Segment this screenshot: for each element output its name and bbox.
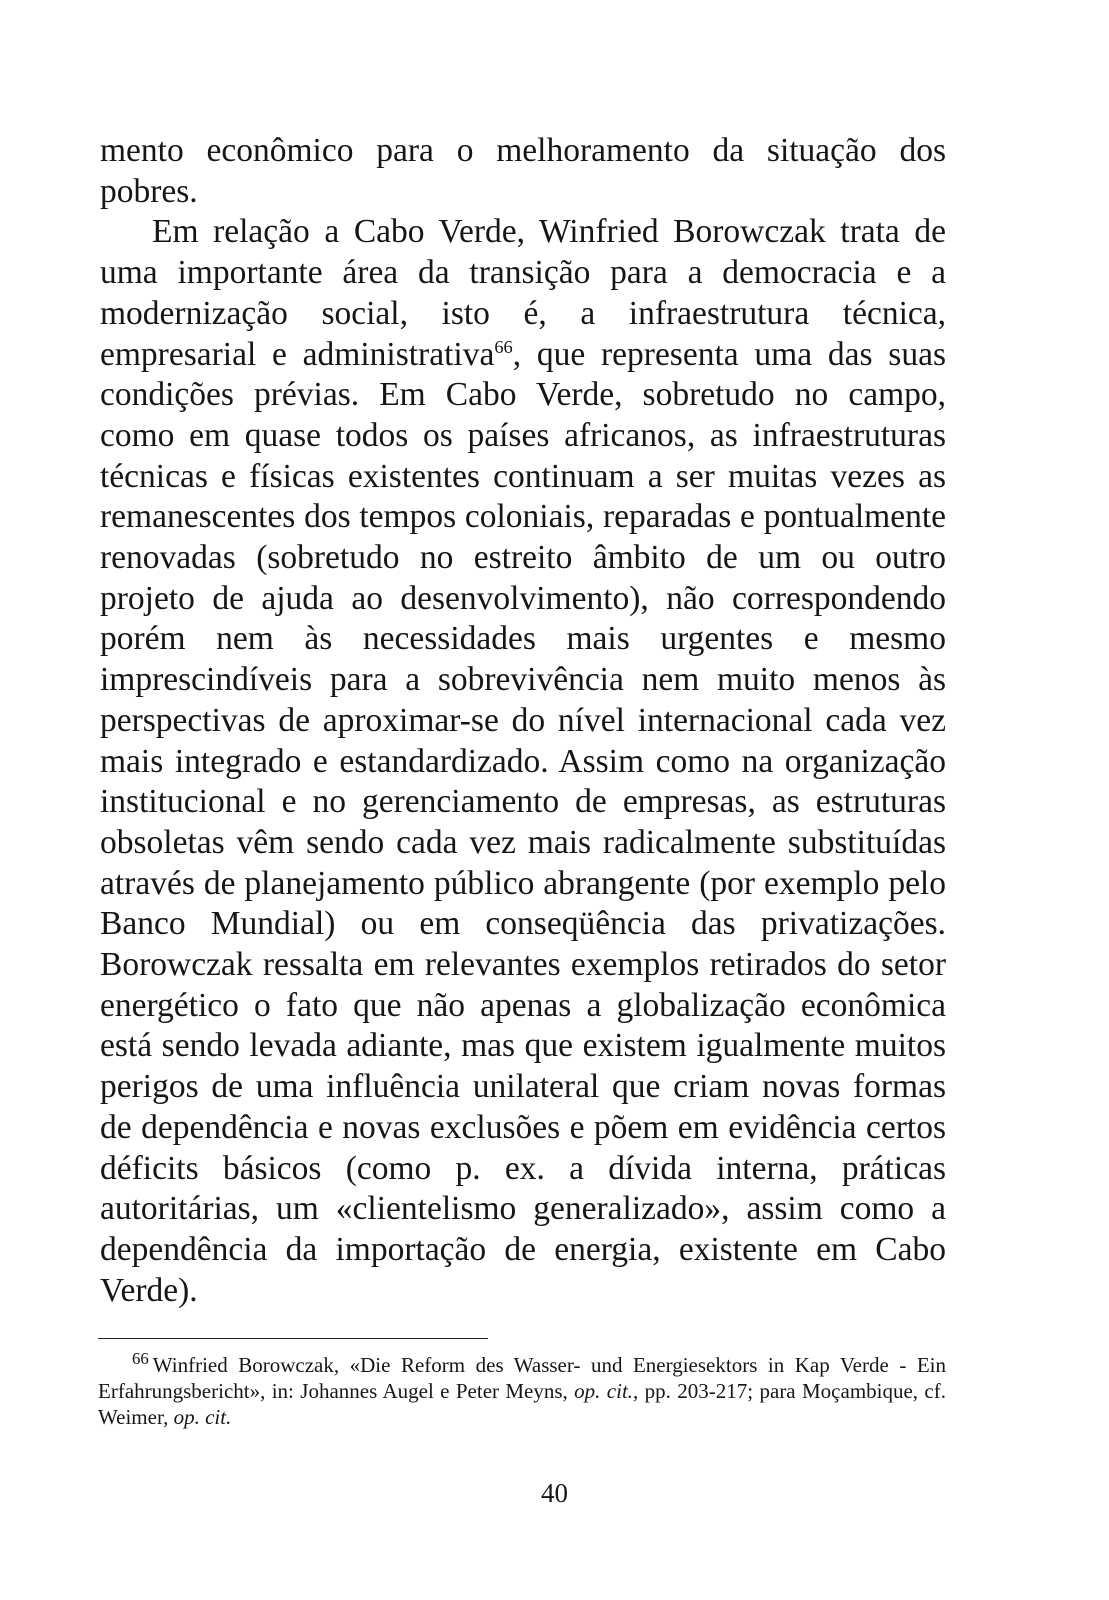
footnotes [98,1349,946,1430]
footnote-op-cit-2: op. cit. [173,1405,232,1429]
body-text [100,131,946,1311]
paragraph-cabo-verde [100,212,946,1311]
footnote-66 [98,1349,946,1430]
paragraph-text-after-note: , que representa uma das suas condições prévias. Em Cabo Verde, sobretudo no campo, como em quase todos os países africanos, as infraestruturas técnicas e físicas existentes continuam a ser muitas vezes as remanescentes dos tempos coloniais, reparadas e pontualmente renovadas (sobretudo no estreito âmbito de um ou outro projeto de ajuda ao desenvolvimento), não correspondendo porém nem às necessidades mais urgentes e mesmo imprescindíveis para a sobrevivência nem muito menos às perspectivas de aproximar-se do nível internacional cada vez mais integrado e estandardizado. Assim como na organização institucional e no gerenciamento de empresas, as estruturas obsoletas vêm sendo cada vez mais radicalmente substituídas através de planejamento público abrangente (por exemplo pelo Banco Mundial) ou em conseqüência das privatizações. Borowczak ressalta em relevantes exemplos retirados do setor energético o fato que não apenas a globalização econômica está sendo levada adiante, mas que existem igualmente muitos perigos de uma influência unilateral que criam novas formas de dependência e novas exclusões e põem em evidência certos déficits básicos (como p. ex. a dívida interna, práticas autoritárias, um «clientelismo generalizado», assim como a dependência da importação de energia, existente em Cabo Verde). [100,335,946,1309]
paragraph-text-before-note: Em relação a Cabo Verde, Winfried Borowczak trata de uma importante área da transição para a democracia e a modernização social, isto é, a infraestrutura técnica, empresarial e administrativa [100,213,946,373]
footnote-reference[interactable]: 66 [494,336,513,357]
footnote-op-cit-1: op. cit. [574,1379,634,1403]
footnote-text-2: , pp. 203-217; para Moçambique, cf. Weimer, [98,1379,946,1429]
page-number: 40 [541,1478,568,1508]
footnote-number: 66 [132,1349,149,1368]
footnote-separator [98,1338,488,1339]
paragraph-continuation: mento econômico para o melhoramento da situação dos pobres. [100,132,946,210]
footnote-text-1: Winfried Borowczak, «Die Reform des Wasser- und Energiesektors in Kap Verde - Ein Erfahrungsbericht», in: Johannes Augel e Peter Meyns, [98,1353,946,1403]
